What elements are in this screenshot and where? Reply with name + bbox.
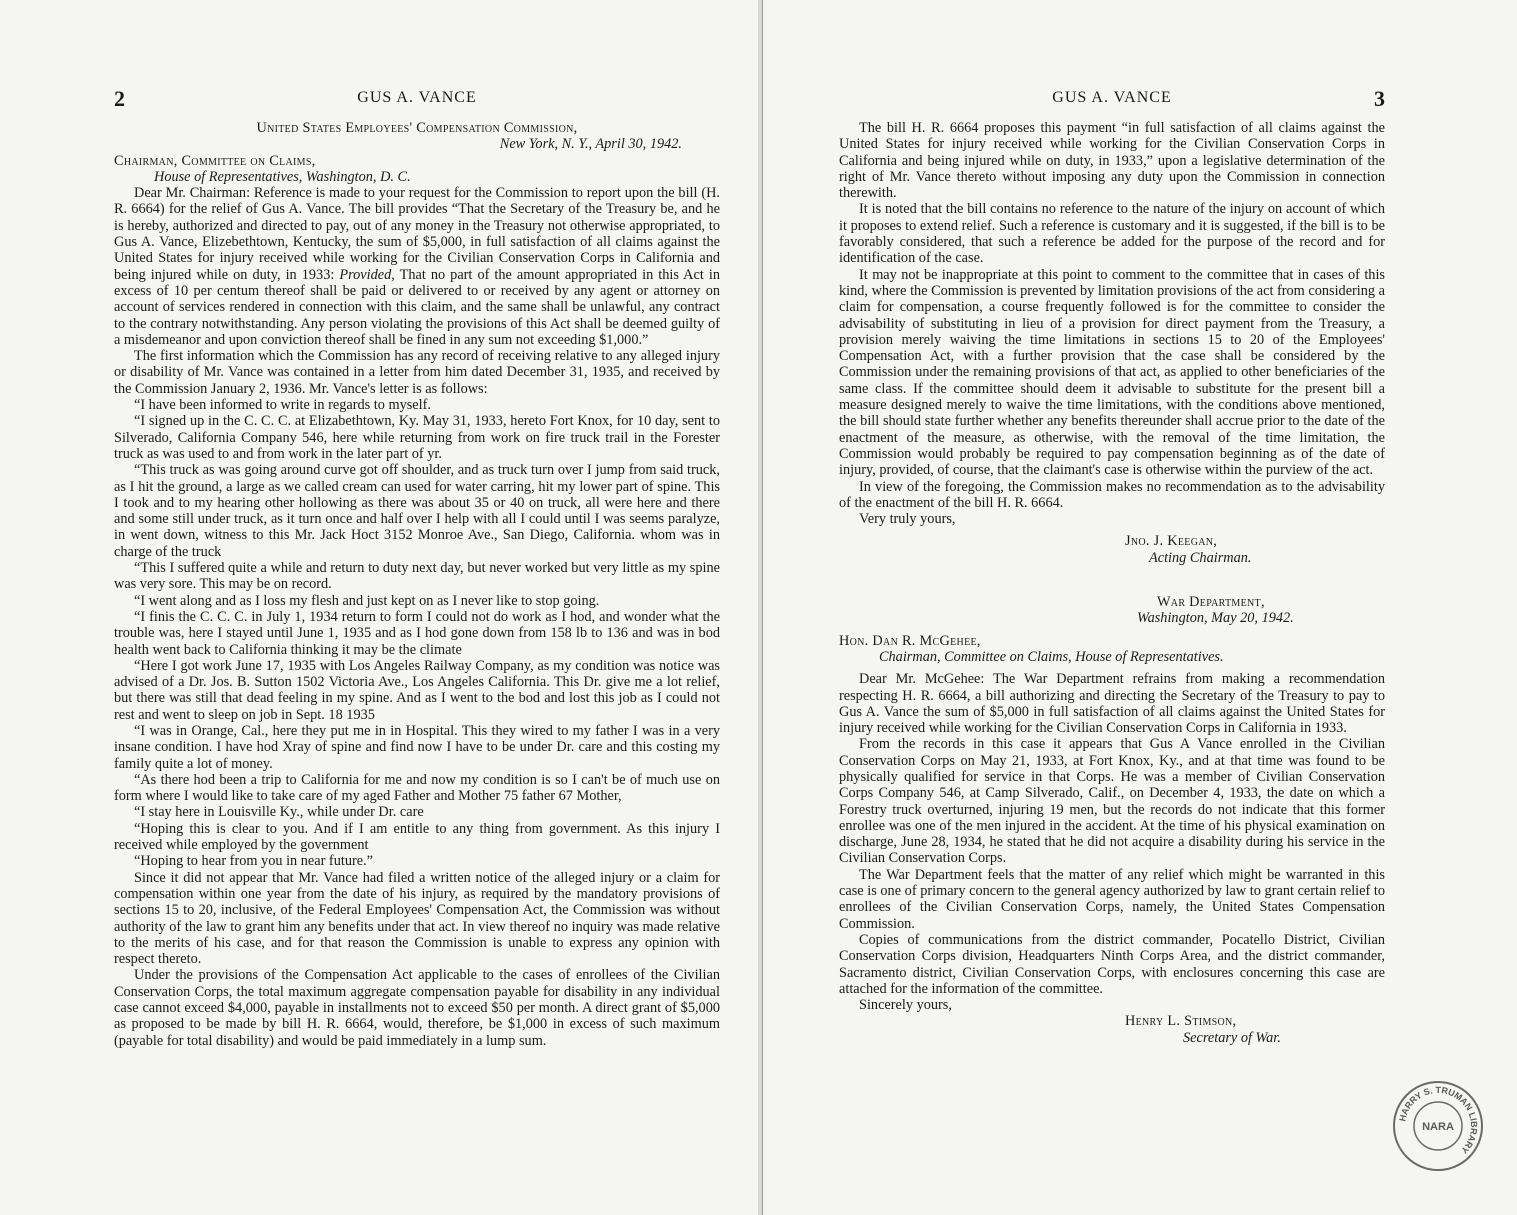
paragraph: It is noted that the bill contains no reference to the nature of the injury on account of which it proposes to extend relief. Such a reference is customary and it is suggested, if the bill is to be favorably considered, that such a reference be added for the purpose of the record and for identification of the case. xyxy=(839,201,1385,267)
addressee-name: Hon. Dan R. McGehee, xyxy=(839,632,981,649)
letter-dateline: New York, N. Y., April 30, 1942. xyxy=(499,136,682,153)
running-title: GUS A. VANCE xyxy=(1052,89,1172,106)
paragraph: The War Department feels that the matter of any relief which might be warranted in this case is one of primary concern to the general agency authorized by law to grant certain relief to enrollees of the Civilian Conservation Corps, namely, the United States Compensation Commission. xyxy=(839,866,1385,932)
paragraph: Dear Mr. McGehee: The War Department refrains from making a recommendation respecting H. R. 6664, a bill authorizing and directing the Secretary of the Treasury to pay to Gus A. Vance the sum of $5,000 in full satisfaction of all claims against the United States for injury received while working for the Civilian Conservation Corps in California in 1933. xyxy=(839,671,1385,737)
quoted-paragraph: “Hoping this is clear to you. And if I am entitle to any thing from government. As this injury I received while employed by the government xyxy=(114,820,720,854)
signer-name: Henry L. Stimson, xyxy=(1125,1013,1237,1030)
signer-title: Acting Chairman. xyxy=(1149,549,1252,566)
quoted-paragraph: “As there hod been a trip to California for me and now my condition is so I can't be of much use on form where I would like to take care of my aged Father and Mother 75 father 67 Mother, xyxy=(114,771,720,805)
addressee-title: Chairman, Committee on Claims, House of Representatives. xyxy=(879,648,1224,665)
addressee-place: House of Representatives, Washington, D. C. xyxy=(154,168,411,185)
archive-stamp-icon xyxy=(1392,1080,1484,1172)
paragraph: Under the provisions of the Compensation Act applicable to the cases of enrollees of the Civilian Conservation Corps, the total maximum aggregate compensation payable for disability in any individual case cannot exceed $4,000, payable in installments not to exceed $50 per month. A direct grant of $5,000 as proposed to be made by bill H. R. 6664, would, therefore, be $1,000 in excess of such maximum (payable for total disability) and would be paid immediately in a lump sum. xyxy=(114,967,720,1049)
right-page-body xyxy=(839,120,1385,1046)
paragraph: The first information which the Commission has any record of receiving relative to any alleged injury or disability of Mr. Vance was contained in a letter from him dated December 31, 1935, and received by the Commission January 2, 1936. Mr. Vance's letter is as follows: xyxy=(114,348,720,397)
paragraph: The bill H. R. 6664 proposes this payment “in full satisfaction of all claims against the United States for injury received while working for the Civilian Conservation Corps in California and being injured while on duty, in 1933,” upon a legislative determination of the right of Mr. Vance thereto without imposing any duty upon the Commission in connection therewith. xyxy=(839,120,1385,202)
quoted-paragraph: “Here I got work June 17, 1935 with Los Angeles Railway Company, as my condition was notice was advised of a Dr. Jos. B. Sutton 1502 Victoria Ave., Los Angeles California. This Dr. give me a lot relief, but there was still that dead feeling in my spine. And as I went to the bod and lost this job as I could not rest and went to sleep on job in Sept. 18 1935 xyxy=(114,657,720,723)
paragraph: Copies of communications from the district commander, Pocatello District, Civilian Conservation Corps division, Headquarters Ninth Corps Area, and the district commander, Sacramento district, Civilian Conservation Corps, with enclosures concerning this case are attached for the information of the committee. xyxy=(839,931,1385,997)
signer-title: Secretary of War. xyxy=(1183,1029,1281,1046)
paragraph: Since it did not appear that Mr. Vance had filed a written notice of the alleged injury or a claim for compensation within one year from the date of his injury, as required by the mandatory provisions of sections 15 to 20, inclusive, of the Federal Employees' Compensation Act, the Commission was without authority of the law to grant him any benefits under that act. In view thereof no inquiry was made relative to the merits of his case, and for that reason the Commission is unable to express any opinion with respect thereto. xyxy=(114,869,720,968)
page-number: 3 xyxy=(1374,86,1385,111)
page-number: 2 xyxy=(114,86,125,111)
letter-sender: United States Employees' Compensation Commission, xyxy=(256,120,578,136)
svg-text:HARRY S. TRUMAN LIBRARY: HARRY S. TRUMAN LIBRARY xyxy=(1397,1084,1480,1156)
closing: Sincerely yours, xyxy=(859,997,952,1014)
paragraph: In view of the foregoing, the Commission makes no recommendation as to the advisability of the enactment of the bill H. R. 6664. xyxy=(839,478,1385,511)
quoted-paragraph: “This I suffered quite a while and return to duty next day, but never worked but very little as my spine was very sore. This may be on record. xyxy=(114,560,720,593)
paragraph: From the records in this case it appears that Gus A Vance enrolled in the Civilian Conservation Corps on May 21, 1933, at Fort Knox, Ky., and at that time was found to be physically qualified for service in that Corps. He was a member of Civilian Conservation Corps Company 546, at Camp Silverado, Calif., on December 4, 1933, the date on which a Forestry truck overturned, injuring 19 men, but the records do not indicate that this former enrollee was one of the men injured in the accident. At the time of his physical examination on discharge, June 28, 1934, he stated that he did not acquire a disability during his service in the Civilian Conservation Corps. xyxy=(839,736,1385,867)
quoted-paragraph: “I have been informed to write in regards to myself. xyxy=(134,397,431,414)
letter-dateline: Washington, May 20, 1942. xyxy=(1137,610,1294,627)
running-head xyxy=(839,86,1385,112)
quoted-paragraph: “This truck as was going around curve got off shoulder, and as truck turn over I jump from said truck, as I hit the ground, a large as we called cream can used for water carring, hit my lower part of spine. This I took and to my hearing other hollowing as there was about 35 or 40 on truck, all were here and there and some still under truck, as it turn once and half over I help with all I could until I was seems paralyze, in went down, witness to this Mr. Jack Hoct 3152 Monroe Ave., San Diego, California. whom was in charge of the truck xyxy=(114,462,720,560)
quoted-paragraph: “I stay here in Louisville Ky., while under Dr. care xyxy=(134,804,424,821)
signature-block xyxy=(1125,533,1385,566)
addressee-title: Chairman, Committee on Claims, xyxy=(114,152,316,169)
running-head xyxy=(114,86,720,112)
closing: Very truly yours, xyxy=(859,511,956,528)
letter-sender: War Department, Washington, May 20, 1942. xyxy=(1125,594,1385,627)
quoted-paragraph: “Hoping to hear from you in near future.” xyxy=(134,853,373,870)
signature-block xyxy=(1125,1013,1385,1046)
left-page xyxy=(0,0,758,1215)
quoted-paragraph: “I went along and as I loss my flesh and just kept on as I never like to stop going. xyxy=(134,592,600,609)
running-title: GUS A. VANCE xyxy=(357,89,477,106)
quoted-paragraph: “I finis the C. C. C. in July 1, 1934 return to form I could not do work as I hod, and wonder what the trouble was, here I stayed until June 1, 1935 and as I hod gone down from 158 lb to 136 and was in bod health went back to California thinking it may be the climate xyxy=(114,608,720,658)
right-page xyxy=(762,0,1517,1215)
quoted-paragraph: “I was in Orange, Cal., here they put me in in Hospital. This they wired to my father I was in a very insane condition. I have hod Xray of spine and find now I have to be under Dr. care and this costing my family quite a lot of money. xyxy=(114,722,720,772)
svg-text:NARA: NARA xyxy=(1422,1121,1454,1133)
quoted-paragraph: “I signed up in the C. C. C. at Elizabethtown, Ky. May 31, 1933, hereto Fort Knox, for 10 day, sent to Silverado, California Company 546, here while returning from work on fire truck trail in the Forester truck as was used to and from work in the later part of yr. xyxy=(114,413,720,462)
signer-name: Jno. J. Keegan, xyxy=(1125,533,1218,550)
paragraph: Dear Mr. Chairman: Reference is made to your request for the Commission to report upon the bill (H. R. 6664) for the relief of Gus A. Vance. The bill provides “That the Secretary of the Treasury be, and he is hereby, authorized and directed to pay, out of any money in the Treasury not otherwise appropriated, to Gus A. Vance, Elizebethtown, Kentucky, the sum of $5,000, in full satisfaction of all claims against the United States for injury received while working for the Civilian Conservation Corps in California and being injured while on duty, in 1933: Provided, That no part of the amount appropriated in this Act in excess of 10 per centum thereof shall be paid or delivered to or received by any agent or attorney on account of services rendered in connection with this claim, and the same shall be unlawful, any contract to the contrary notwithstanding. Any person violating the provisions of this Act shall be deemed guilty of a misdemeanor and upon conviction thereof shall be fined in any sum not exceeding $1,000.” xyxy=(114,185,720,348)
left-page-body xyxy=(114,120,720,1049)
paragraph: It may not be inappropriate at this point to comment to the committee that in cases of this kind, where the Commission is prevented by limitation provisions of the act from considering a claim for compensation, a course frequently followed is for the committee to consider the advisability of substituting in lieu of a provision for direct payment from the Treasury, a provision merely waiving the time limitations in sections 15 to 20 of the Employees' Compensation Act, with a further provision that the case shall be considered by the Commission under the remaining provisions of that act, as applied to other beneficiaries of the same class. If the committee should deem it advisable to substitute for the present bill a measure designed merely to waive the time limitations, with the conditions above mentioned, the bill should state further whether any benefits thereunder shall accrue prior to the date of the enactment of the measure, as otherwise, with the removal of the time limitation, the Commission would probably be required to pay compensation beginning as of the date of injury, provided, of course, that the claimant's case is otherwise within the purview of the act. xyxy=(839,266,1385,479)
